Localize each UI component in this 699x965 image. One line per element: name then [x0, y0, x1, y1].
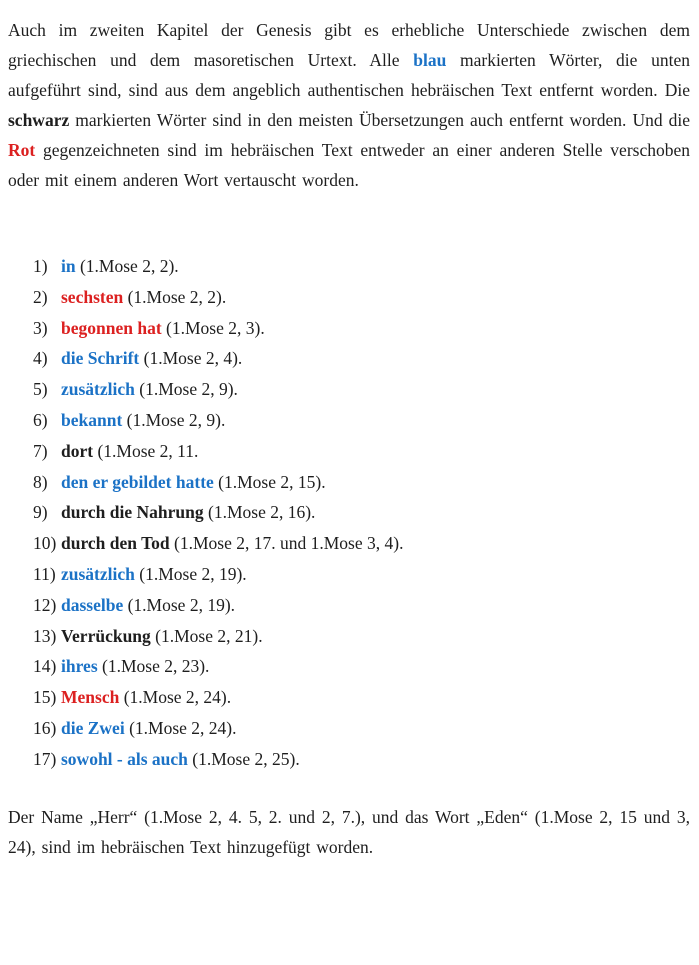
- list-item: [33, 621, 690, 652]
- text-segment-blue-bold: blau: [413, 50, 447, 70]
- item-reference: (1.Mose 2, 2).: [75, 256, 179, 276]
- item-term: zusätzlich: [61, 563, 135, 584]
- item-reference: (1.Mose 2, 19).: [134, 563, 247, 584]
- item-reference: (1.Mose 2, 17. und 1.Mose 3, 4).: [169, 533, 404, 554]
- list-item: [33, 497, 690, 528]
- item-term: sechsten: [61, 286, 124, 307]
- item-term: bekannt: [61, 409, 123, 430]
- item-reference: (1.Mose 2, 2).: [123, 286, 227, 307]
- text-segment-normal: markierten Wörter, die unten aufgeführt sind, sind aus dem angeblich authentischen hebräischen Text entfernt worden. Die: [8, 50, 690, 100]
- item-reference: (1.Mose 2, 24).: [119, 687, 232, 708]
- item-term: Verrückung: [61, 625, 151, 646]
- item-number: 11): [33, 563, 56, 584]
- text-segment-bold: schwarz: [8, 110, 70, 130]
- text-segment-normal: gegenzeichneten sind im hebräischen Text entweder an einer anderen Stelle verschoben oder mit einem anderen Wort vertauscht worden.: [8, 140, 690, 190]
- item-reference: (1.Mose 2, 21).: [150, 625, 263, 646]
- item-term: Mensch: [61, 687, 120, 708]
- list-item: [33, 282, 690, 313]
- item-term: ihres: [61, 656, 98, 677]
- list-item: [33, 651, 690, 682]
- item-term: die Zwei: [61, 717, 125, 738]
- item-term: sowohl - als auch: [61, 748, 188, 769]
- item-number: 7): [33, 440, 48, 461]
- item-number: 8): [33, 471, 48, 492]
- item-number: 2): [33, 286, 48, 307]
- list-item: [33, 682, 690, 713]
- item-reference: (1.Mose 2, 3).: [161, 317, 265, 338]
- list-item: [33, 251, 690, 282]
- text-segment-normal: Auch im zweiten Kapitel der Genesis gibt es erhebliche Unterschiede zwischen dem griechischen und dem masoretischen Urtext. Alle: [8, 20, 690, 70]
- item-term: dasselbe: [61, 594, 124, 615]
- item-number: 4): [33, 348, 48, 369]
- item-term: dort: [61, 440, 94, 461]
- item-number: 15): [33, 687, 57, 708]
- item-term: durch die Nahrung: [61, 502, 204, 523]
- item-term: zusätzlich: [61, 379, 135, 400]
- item-number: 6): [33, 409, 48, 430]
- item-reference: (1.Mose 2, 11.: [93, 440, 199, 461]
- list-item: [33, 313, 690, 344]
- item-reference: (1.Mose 2, 9).: [122, 409, 226, 430]
- item-number: 10): [33, 533, 57, 554]
- text-segment-red-bold: Rot: [8, 140, 36, 160]
- list-item: [33, 374, 690, 405]
- item-reference: (1.Mose 2, 25).: [187, 748, 300, 769]
- item-number: 16): [33, 717, 57, 738]
- item-reference: (1.Mose 2, 24).: [124, 717, 237, 738]
- list-item: [33, 528, 690, 559]
- item-term: durch den Tod: [61, 533, 170, 554]
- item-number: 12): [33, 594, 57, 615]
- item-reference: (1.Mose 2, 9).: [134, 379, 238, 400]
- item-reference: (1.Mose 2, 23).: [97, 656, 210, 677]
- item-number: 5): [33, 379, 48, 400]
- item-reference: (1.Mose 2, 4).: [139, 348, 243, 369]
- list-item: [33, 590, 690, 621]
- list-item: [33, 405, 690, 436]
- item-number: 9): [33, 502, 48, 523]
- list-item: [33, 436, 690, 467]
- item-reference: (1.Mose 2, 15).: [213, 471, 326, 492]
- item-term: die Schrift: [61, 348, 140, 369]
- list-item: [33, 343, 690, 374]
- item-number: 17): [33, 748, 57, 769]
- list-item: [33, 713, 690, 744]
- closing-paragraph: Der Name „Herr“ (1.Mose 2, 4. 5, 2. und 2, 7.), und das Wort „Eden“ (1.Mose 2, 15 und 3, 24), sind im hebräischen Text hinzugefügt worden.: [8, 806, 690, 857]
- item-term: den er gebildet hatte: [61, 471, 214, 492]
- item-number: 13): [33, 625, 57, 646]
- word-list: [33, 251, 690, 775]
- item-term: begonnen hat: [61, 317, 162, 338]
- item-number: 3): [33, 317, 48, 338]
- item-number: 1): [33, 256, 48, 276]
- list-item: [33, 744, 690, 775]
- item-reference: (1.Mose 2, 16).: [203, 502, 316, 523]
- item-number: 14): [33, 656, 57, 677]
- list-item: [33, 559, 690, 590]
- text-segment-normal: markierten Wörter sind in den meisten Übersetzungen auch entfernt worden. Und die: [69, 110, 690, 130]
- intro-paragraph: [8, 15, 690, 195]
- item-reference: (1.Mose 2, 19).: [123, 594, 236, 615]
- item-term: in: [61, 256, 76, 276]
- list-item: [33, 467, 690, 498]
